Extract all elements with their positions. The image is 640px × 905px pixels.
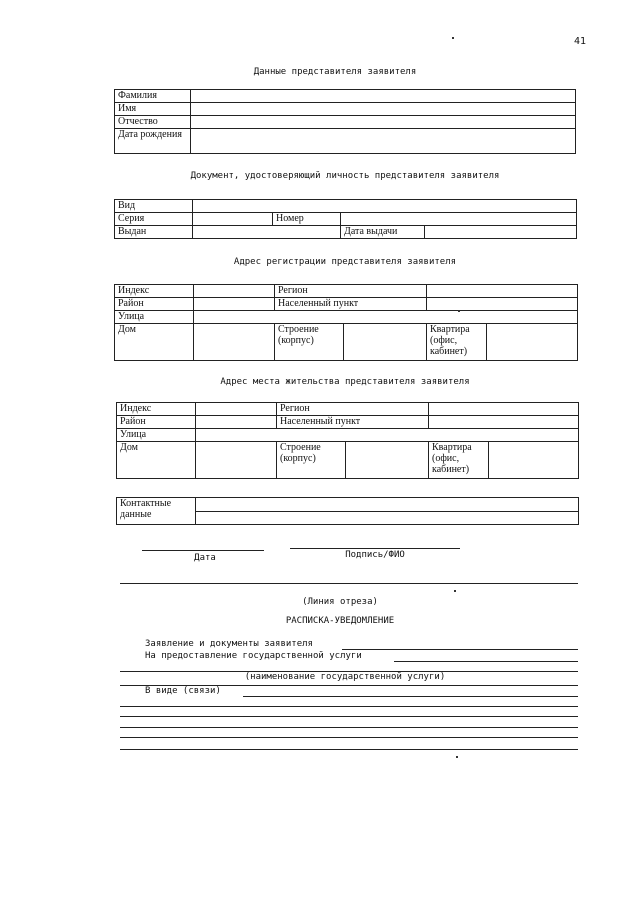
scan-speck	[452, 37, 454, 39]
scan-speck	[454, 590, 456, 592]
reg-district-label: Район	[115, 298, 194, 311]
date-caption: Дата	[194, 553, 216, 563]
signature-line[interactable]	[290, 548, 460, 549]
res-index-field[interactable]	[196, 403, 277, 416]
reg-district-field[interactable]	[194, 298, 275, 311]
res-building-label: Строение (корпус)	[277, 442, 346, 479]
res-region-label: Регион	[277, 403, 429, 416]
receipt-communication-label: В виде (связи)	[145, 686, 221, 696]
cut-line-caption: (Линия отреза)	[302, 597, 378, 607]
doc-type-label: Вид	[115, 200, 193, 213]
surname-label: Фамилия	[115, 90, 191, 103]
reg-street-label: Улица	[115, 311, 194, 324]
res-building-field[interactable]	[346, 442, 429, 479]
res-apartment-label: Квартира (офис, кабинет)	[429, 442, 489, 479]
contacts-field-1[interactable]	[196, 498, 579, 512]
page-number: 41	[574, 36, 587, 47]
reg-building-label: Строение (корпус)	[275, 324, 344, 361]
first-name-label: Имя	[115, 103, 191, 116]
rep-data-table	[114, 89, 576, 154]
receipt-blank-line-1[interactable]	[120, 706, 578, 707]
scan-speck	[458, 310, 460, 312]
reg-index-label: Индекс	[115, 285, 194, 298]
doc-issued-label: Выдан	[115, 226, 193, 239]
receipt-communication-field[interactable]	[243, 696, 578, 697]
res-address-table	[116, 402, 579, 479]
doc-number-field[interactable]	[341, 213, 577, 226]
reg-apartment-field[interactable]	[487, 324, 578, 361]
signature-caption: Подпись/ФИО	[345, 550, 405, 560]
doc-number-label: Номер	[273, 213, 341, 226]
service-name-caption: (наименование государственной услуги)	[244, 672, 446, 682]
reg-locality-field[interactable]	[427, 298, 578, 311]
cut-separator-line	[120, 583, 578, 584]
doc-issue-date-label: Дата выдачи	[341, 226, 425, 239]
birth-date-field[interactable]	[191, 129, 576, 154]
reg-apartment-label: Квартира (офис, кабинет)	[427, 324, 487, 361]
res-house-label: Дом	[117, 442, 196, 479]
receipt-line-docs-field[interactable]	[342, 649, 578, 650]
surname-field[interactable]	[191, 90, 576, 103]
res-street-field[interactable]	[196, 429, 579, 442]
section-title-reg-address: Адрес регистрации представителя заявителя	[233, 257, 457, 267]
res-locality-label: Населенный пункт	[277, 416, 429, 429]
receipt-blank-line-5[interactable]	[120, 749, 578, 750]
receipt-blank-line-2[interactable]	[120, 716, 578, 717]
doc-series-field[interactable]	[193, 213, 273, 226]
receipt-line-service-label: На предоставление государственной услуги	[145, 651, 362, 661]
reg-building-field[interactable]	[344, 324, 427, 361]
receipt-title: РАСПИСКА-УВЕДОМЛЕНИЕ	[285, 616, 395, 626]
res-index-label: Индекс	[117, 403, 196, 416]
contacts-table	[116, 497, 579, 525]
res-district-label: Район	[117, 416, 196, 429]
section-title-rep-data: Данные представителя заявителя	[253, 67, 417, 77]
patronymic-label: Отчество	[115, 116, 191, 129]
reg-region-field[interactable]	[427, 285, 578, 298]
res-region-field[interactable]	[429, 403, 579, 416]
reg-house-field[interactable]	[194, 324, 275, 361]
doc-issue-date-field[interactable]	[425, 226, 577, 239]
scan-speck	[456, 756, 458, 758]
receipt-blank-line-3[interactable]	[120, 727, 578, 728]
section-title-res-address: Адрес места жительства представителя заявителя	[220, 377, 470, 387]
doc-series-label: Серия	[115, 213, 193, 226]
receipt-line-docs-label: Заявление и документы заявителя	[145, 639, 313, 649]
reg-street-field[interactable]	[194, 311, 578, 324]
reg-index-field[interactable]	[194, 285, 275, 298]
reg-address-table	[114, 284, 578, 361]
receipt-blank-line-4[interactable]	[120, 737, 578, 738]
section-title-identity-doc: Документ, удостоверяющий личность представителя заявителя	[190, 171, 500, 181]
patronymic-field[interactable]	[191, 116, 576, 129]
first-name-field[interactable]	[191, 103, 576, 116]
res-house-field[interactable]	[196, 442, 277, 479]
res-street-label: Улица	[117, 429, 196, 442]
reg-locality-label: Населенный пункт	[275, 298, 427, 311]
doc-issued-field[interactable]	[193, 226, 341, 239]
identity-doc-table	[114, 199, 577, 239]
date-line[interactable]	[142, 550, 264, 551]
reg-region-label: Регион	[275, 285, 427, 298]
res-apartment-field[interactable]	[489, 442, 579, 479]
doc-type-field[interactable]	[193, 200, 577, 213]
receipt-line-service-field[interactable]	[394, 661, 578, 662]
contacts-field-2[interactable]	[196, 511, 579, 525]
contacts-label: Контактные данные	[117, 498, 196, 525]
res-district-field[interactable]	[196, 416, 277, 429]
res-locality-field[interactable]	[429, 416, 579, 429]
reg-house-label: Дом	[115, 324, 194, 361]
birth-date-label: Дата рождения	[115, 129, 191, 154]
